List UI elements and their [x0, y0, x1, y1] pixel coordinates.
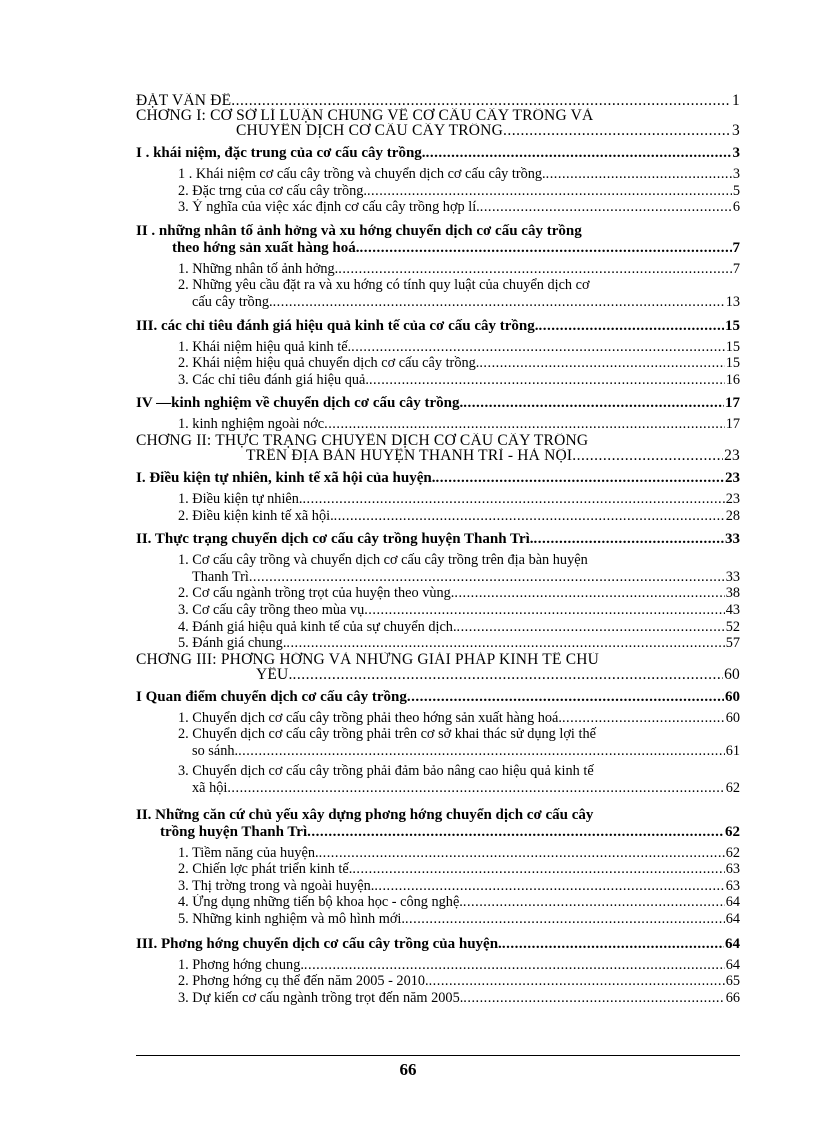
- toc-chapter-1: [136, 108, 740, 138]
- toc-item: [136, 726, 740, 743]
- section-title: I . khái niệm, đặc trung của cơ cấu cây trồng.: [136, 145, 426, 161]
- toc-section: [136, 470, 740, 487]
- toc-item-text: 1. Chuyển dịch cơ cấu cây trồng phải theo hớng sản xuất hàng hoá.: [178, 709, 562, 726]
- toc-item: [136, 416, 740, 433]
- toc-page-number: 6: [732, 199, 740, 216]
- toc-page-number: 60: [725, 709, 740, 726]
- section-title: theo hớng sản xuất hàng hoá.: [172, 239, 360, 256]
- toc-item: [136, 508, 740, 525]
- toc-item: [136, 183, 740, 200]
- toc-item: [136, 990, 740, 1007]
- toc-item-text: 2. Chiến lợc phát triển kinh tế.: [178, 861, 353, 878]
- toc-item-continuation: [136, 569, 740, 586]
- toc-item: [136, 894, 740, 911]
- toc-item-text: 1. Phơng hớng chung.: [178, 956, 304, 973]
- toc-page-number: 33: [725, 568, 740, 585]
- toc-item: [136, 199, 740, 216]
- footer-divider: [136, 1055, 740, 1056]
- toc-section-continuation: [136, 240, 740, 257]
- toc-page-number: 66: [725, 989, 740, 1006]
- toc-entry-intro: [136, 93, 740, 108]
- toc-item: [136, 619, 740, 636]
- toc-page-number: 57: [725, 635, 740, 652]
- toc-item-text: Thanh Trì: [192, 568, 249, 585]
- toc-item-continuation: [136, 780, 740, 797]
- toc-item-text: 3. Thị trờng trong và ngoài huyện.: [178, 877, 375, 894]
- section-title: I. Điều kiện tự nhiên, kinh tế xã hội của huyện.: [136, 469, 436, 486]
- toc-section: [136, 395, 740, 412]
- toc-page-number: 64: [725, 956, 740, 973]
- toc-item-text: 1. Điều kiện tự nhiên.: [178, 490, 303, 507]
- toc-item-continuation: [136, 743, 740, 760]
- toc-page-number: 62: [725, 780, 740, 797]
- toc-page-number: 7: [732, 260, 740, 277]
- toc-item: [136, 339, 740, 356]
- toc-page-number: 60: [725, 688, 740, 705]
- toc-section: [136, 689, 740, 706]
- toc-page-number: 3: [732, 166, 740, 182]
- toc-item-text: so sánh.: [192, 742, 239, 759]
- toc-page-number: 64: [725, 935, 740, 952]
- toc-item-text: 2. Chuyển dịch cơ cấu cây trồng phải trên cơ sở khai thác sử dụng lợi thế: [178, 726, 596, 743]
- toc-item-text: 2. Phơng hớng cụ thể đến năm 2005 - 2010.: [178, 973, 429, 990]
- toc-item: [136, 552, 740, 569]
- chapter-title-line: CHƠNG I: CƠ SỞ LÍ LUẬN CHUNG VỀ CƠ CẤU CÂY TRỒNG VÀ: [136, 108, 594, 123]
- toc-page-number: 23: [725, 490, 740, 507]
- toc-item: [136, 261, 740, 278]
- table-of-contents: [136, 93, 740, 1006]
- toc-item: [136, 166, 740, 183]
- toc-page-number: 64: [725, 911, 740, 928]
- toc-page-number: 43: [725, 601, 740, 618]
- section-title: I Quan điểm chuyển dịch cơ cấu cây trồng: [136, 688, 407, 705]
- toc-page-number: 62: [725, 844, 740, 861]
- toc-page-number: 13: [725, 293, 740, 310]
- toc-page-number: 65: [725, 973, 740, 990]
- toc-item-text: 3. Các chỉ tiêu đánh giá hiệu quả.: [178, 371, 369, 388]
- toc-item-text: 3. Chuyển dịch cơ cấu cây trồng phải đảm bảo nâng cao hiệu quả kinh tế: [178, 763, 594, 780]
- chapter-title-line: YẾU.: [256, 666, 293, 682]
- toc-page-number: 23: [724, 447, 740, 463]
- toc-item: [136, 585, 740, 602]
- toc-page-number: 64: [725, 894, 740, 911]
- toc-item: [136, 710, 740, 727]
- section-title: III. Phơng hớng chuyển dịch cơ cấu cây trồng của huyện.: [136, 935, 502, 952]
- section-title: II. Thực trạng chuyển dịch cơ cấu cây trồng huyện Thanh Trì.: [136, 531, 534, 548]
- toc-page-number: 62: [725, 823, 740, 840]
- section-title: II . những nhân tố ảnh hởng và xu hớng chuyển dịch cơ cấu cây trồng: [136, 222, 582, 239]
- toc-item: [136, 911, 740, 928]
- section-title: IV —kinh nghiệm về chuyển dịch cơ cấu cây trồng.: [136, 395, 464, 412]
- toc-item-text: 1. kinh nghiệm ngoài nớc: [178, 416, 325, 433]
- toc-page-number: 3: [732, 145, 740, 161]
- chapter-title-line: CHƠNG II: THỰC TRẠNG CHUYỂN DỊCH CƠ CẤU CÂY TRỒNG: [136, 432, 589, 448]
- toc-item: [136, 973, 740, 990]
- toc-item-text: 2. Đặc trng của cơ cấu cây trồng.: [178, 182, 367, 199]
- toc-page-number: 38: [725, 585, 740, 602]
- toc-item: [136, 355, 740, 372]
- toc-section: [136, 936, 740, 953]
- toc-item: [136, 277, 740, 294]
- toc-item-text: 1. Tiềm năng của huyện.: [178, 844, 319, 861]
- section-title: II. Những căn cứ chủ yếu xây dựng phơng hớng chuyển dịch cơ cấu cây: [136, 806, 594, 823]
- toc-item-text: 3. Cơ cấu cây trồng theo mùa vụ: [178, 601, 365, 618]
- toc-page-number: 52: [725, 618, 740, 635]
- toc-item-text: 4. Đánh giá hiệu quả kinh tế của sự chuyển dịch.: [178, 618, 457, 635]
- toc-item-text: 1. Khái niệm hiệu quả kinh tế.: [178, 338, 352, 355]
- toc-section: [136, 318, 740, 335]
- toc-item: [136, 861, 740, 878]
- toc-section-continuation: [136, 824, 740, 841]
- toc-page-number: 16: [725, 371, 740, 388]
- toc-item-text: 5. Những kinh nghiệm và mô hình mới.: [178, 911, 405, 928]
- toc-chapter-3: [136, 652, 740, 682]
- toc-item: [136, 763, 740, 780]
- toc-item: [136, 372, 740, 389]
- toc-item-text: 1. Cơ cấu cây trồng và chuyển dịch cơ cấu cây trồng trên địa bàn huyện: [178, 552, 588, 569]
- toc-item-text: 2. Cơ cấu ngành trồng trọt của huyện theo vùng.: [178, 585, 455, 602]
- page-number: 66: [399, 1060, 417, 1079]
- toc-page-number: 63: [725, 861, 740, 878]
- toc-item-text: xã hội: [192, 780, 228, 797]
- toc-page-number: 3: [732, 123, 740, 138]
- toc-chapter-2: [136, 433, 740, 463]
- section-title: III. các chỉ tiêu đánh giá hiệu quả kinh tế của cơ cấu cây trồng.: [136, 317, 539, 334]
- toc-item-text: cấu cây trồng.: [192, 293, 273, 310]
- toc-section: [136, 145, 740, 162]
- toc-page-number: 15: [725, 355, 740, 372]
- toc-page-number: 33: [725, 531, 740, 548]
- toc-entry-text: ĐẶT VẤN ĐỀ: [136, 93, 232, 108]
- toc-item: [136, 845, 740, 862]
- toc-page-number: 61: [725, 742, 740, 759]
- toc-section: [136, 807, 740, 824]
- toc-item-text: 2. Khái niệm hiệu quả chuyển dịch cơ cấu cây trồng.: [178, 355, 480, 372]
- toc-page-number: 17: [725, 395, 740, 412]
- section-title: trồng huyện Thanh Trì: [160, 823, 308, 840]
- toc-item: [136, 878, 740, 895]
- toc-page-number: 17: [725, 416, 740, 433]
- toc-item-text: 5. Đánh giá chung.: [178, 635, 287, 652]
- toc-item: [136, 602, 740, 619]
- toc-item-text: 3. Dự kiến cơ cấu ngành trồng trọt đến năm 2005.: [178, 989, 464, 1006]
- chapter-title-line: CHƠNG III: PHƠNG HỚNG VÀ NHỮNG GIẢI PHÁP KINH TẾ CHỦ: [136, 651, 600, 667]
- chapter-title-line: CHUYỂN DỊCH CƠ CẤU CÂY TRỒNG: [236, 123, 503, 138]
- toc-item-continuation: [136, 294, 740, 311]
- toc-page-number: 15: [725, 317, 740, 334]
- toc-item: [136, 957, 740, 974]
- toc-item: [136, 635, 740, 652]
- toc-page-number: 15: [725, 338, 740, 355]
- toc-item-text: 4. Ứng dụng những tiến bộ khoa học - công nghệ.: [178, 894, 463, 911]
- toc-page-number: 1: [732, 93, 740, 108]
- toc-item-text: 2. Điều kiện kinh tế xã hội.: [178, 507, 334, 524]
- toc-page-number: 63: [725, 877, 740, 894]
- toc-item-text: 2. Những yêu cầu đặt ra và xu hớng có tính quy luật của chuyển dịch cơ: [178, 277, 590, 294]
- toc-page-number: 60: [724, 666, 740, 682]
- chapter-title-line: TRÊN ĐỊA BÀN HUYỆN THANH TRÌ - HÀ NỘI: [246, 447, 573, 463]
- toc-item: [136, 491, 740, 508]
- toc-item-text: 3. Ý nghĩa của việc xác định cơ cấu cây trồng hợp lí.: [178, 199, 480, 216]
- toc-item-text: 1 . Khái niệm cơ cấu cây trồng và chuyển dịch cơ cấu cây trồng.: [178, 166, 546, 182]
- toc-page-number: 23: [725, 469, 740, 486]
- toc-section: [136, 223, 740, 240]
- toc-item-text: 1. Những nhân tố ảnh hởng.: [178, 260, 339, 277]
- toc-page-number: 5: [732, 182, 740, 199]
- toc-page-number: 28: [725, 507, 740, 524]
- toc-page-number: 7: [732, 239, 740, 256]
- toc-section: [136, 531, 740, 548]
